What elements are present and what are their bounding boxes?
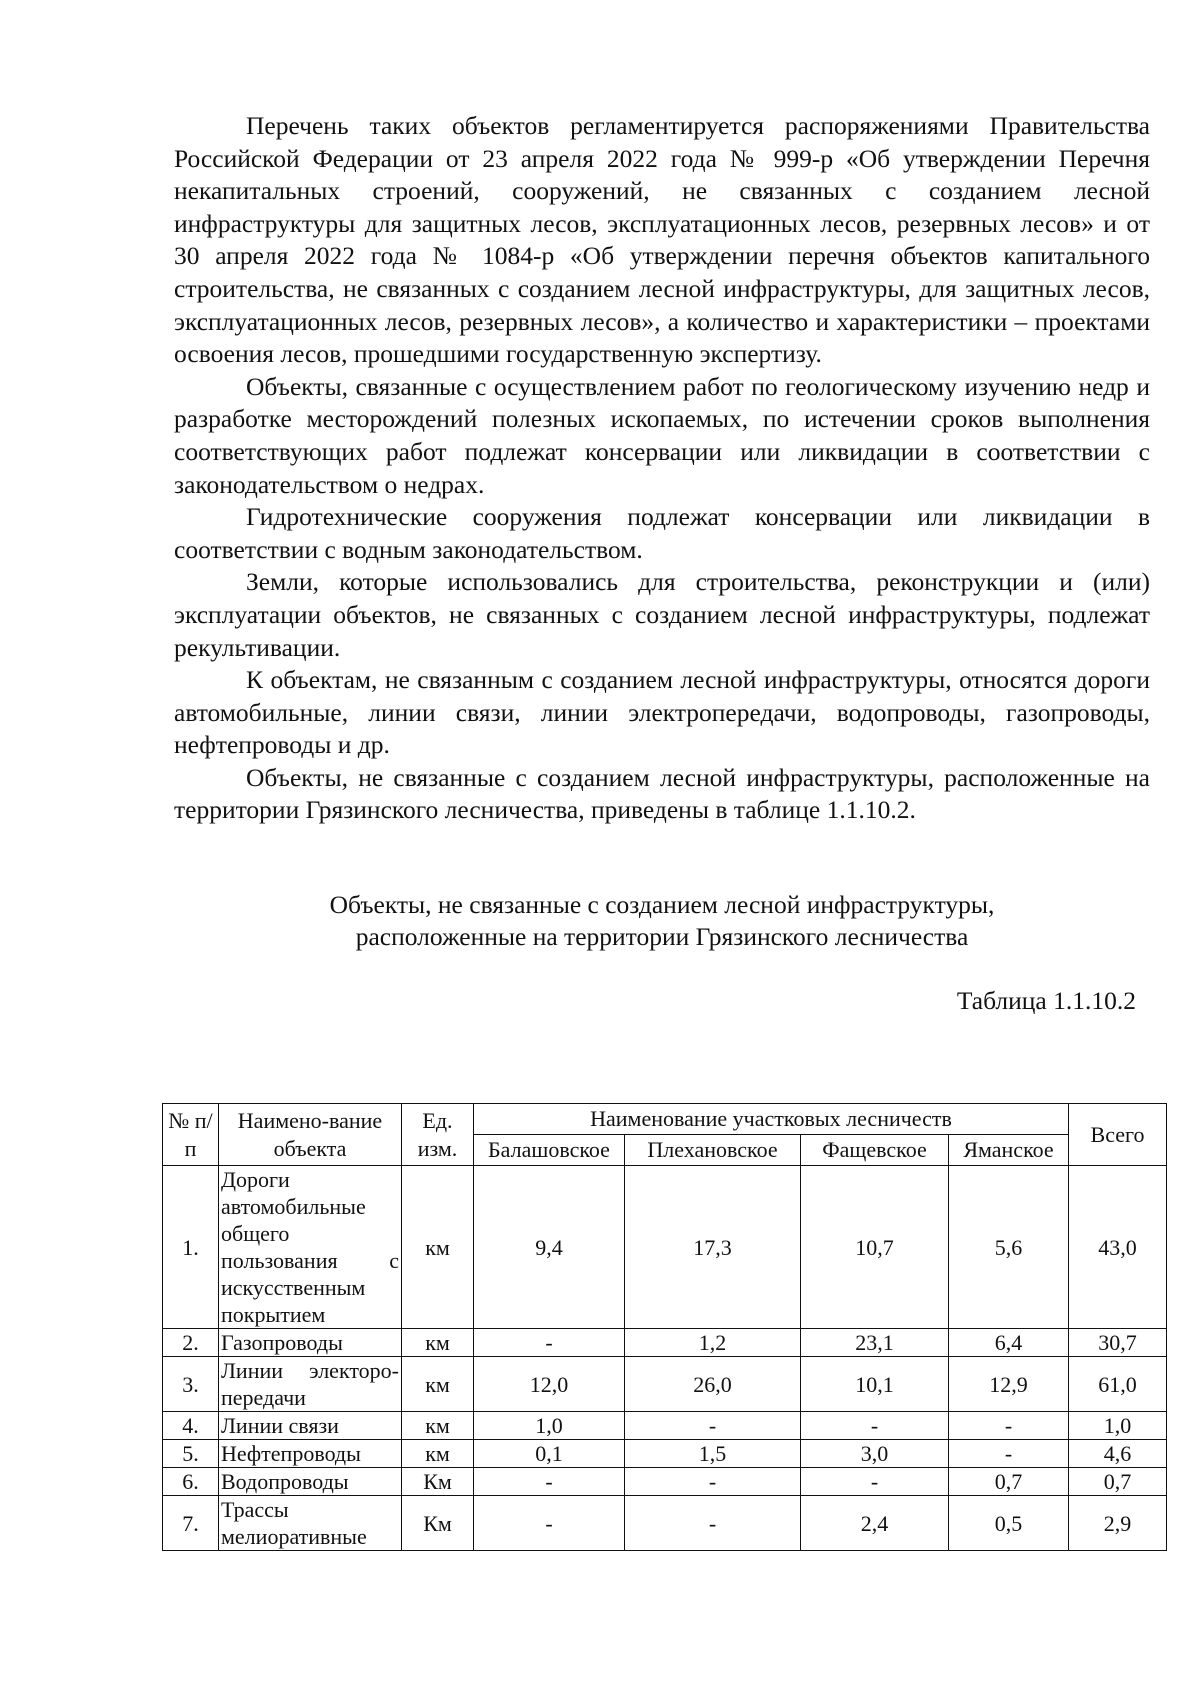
row-value: 6,4 — [949, 1329, 1069, 1357]
table-title-line-1: Объекты, не связанные с созданием лесной инфраструктуры, — [329, 890, 995, 920]
row-value: 1,5 — [625, 1440, 801, 1468]
row-num: 4. — [163, 1412, 219, 1440]
row-value: 0,1 — [474, 1440, 625, 1468]
row-unit: км — [402, 1166, 474, 1329]
header-unit: Ед. изм. — [402, 1104, 474, 1166]
paragraph-3: Гидротехнические сооружения подлежат консервации или ликвидации в соответствии с водным законодательством. — [174, 502, 1150, 564]
table-row — [163, 1166, 1167, 1329]
row-name: Нефтепроводы — [219, 1440, 402, 1468]
row-name: Трассы мелиоративные — [219, 1496, 402, 1551]
row-name: Линии электоро-передачи — [219, 1357, 402, 1412]
table-row — [163, 1329, 1167, 1357]
row-name: Водопроводы — [219, 1468, 402, 1496]
row-num: 7. — [163, 1496, 219, 1551]
paragraph-2: Объекты, связанные с осуществлением работ по геологическому изучению недр и разработке месторождений полезных ископаемых, по истечении сроков выполнения соответствующих работ подлежат консервации или ликвидации в соответствии с законодательством о недрах. — [174, 371, 1150, 499]
row-value: 2,4 — [801, 1496, 949, 1551]
row-value: 0,5 — [949, 1496, 1069, 1551]
row-value: 1,2 — [625, 1329, 801, 1357]
row-value: 0,7 — [949, 1468, 1069, 1496]
row-value: 3,0 — [801, 1440, 949, 1468]
table-row — [163, 1357, 1167, 1412]
document-page — [174, 110, 1150, 1018]
row-total: 61,0 — [1069, 1357, 1167, 1412]
header-district-balashovskoe: Балашовское — [474, 1135, 625, 1166]
row-value: - — [949, 1440, 1069, 1468]
row-value: - — [474, 1468, 625, 1496]
paragraph-6: Объекты, не связанные с созданием лесной инфраструктуры, расположенные на территории Грязинского лесничества, приведены в таблице 1.1.10.2. — [174, 762, 1150, 825]
table-title-line-2: расположенные на территории Грязинского лесничества — [355, 922, 969, 952]
row-total: 43,0 — [1069, 1166, 1167, 1329]
paragraph-5: К объектам, не связанным с созданием лесной инфраструктуры, относятся дороги автомобильные, линии связи, линии электропередачи, водопроводы, газопроводы, нефтепроводы и др. — [174, 665, 1150, 760]
row-total: 0,7 — [1069, 1468, 1167, 1496]
header-district-yamanskoe: Яманское — [949, 1135, 1069, 1166]
table-row — [163, 1440, 1167, 1468]
header-district-plekhanovskoe: Плехановское — [625, 1135, 801, 1166]
row-total: 2,9 — [1069, 1496, 1167, 1551]
row-value: 1,0 — [474, 1412, 625, 1440]
row-total: 4,6 — [1069, 1440, 1167, 1468]
row-value: 17,3 — [625, 1166, 801, 1329]
row-num: 6. — [163, 1468, 219, 1496]
row-unit: км — [402, 1357, 474, 1412]
row-value: 9,4 — [474, 1166, 625, 1329]
table-row — [163, 1468, 1167, 1496]
header-num: № п/п — [163, 1104, 219, 1166]
row-name: Линии связи — [219, 1412, 402, 1440]
table-title — [174, 889, 1150, 953]
row-unit: км — [402, 1440, 474, 1468]
row-value: - — [474, 1496, 625, 1551]
row-num: 3. — [163, 1357, 219, 1412]
row-name: Газопроводы — [219, 1329, 402, 1357]
row-name: Дороги автомобильные общего пользования с искусственным покрытием — [219, 1166, 402, 1329]
paragraph-1: Перечень таких объектов регламентируется распоряжениями Правительства Российской Федерации от 23 апреля 2022 года № 999-р «Об утверждении Перечня некапитальных строений, сооружений, не связанных с созданием лесной инфраструктуры для защитных лесов, эксплуатационных лесов, резервных лесов» и от 30 апреля 2022 года № 1084-р «Об утверждении перечня объектов капитального строительства, не связанных с созданием лесной инфраструктуры, для защитных лесов, эксплуатационных лесов, резервных лесов», а количество и характеристики – проектами освоения лесов, прошедшими государственную экспертизу. — [174, 111, 1150, 369]
row-value: 12,9 — [949, 1357, 1069, 1412]
row-unit: км — [402, 1412, 474, 1440]
row-unit: Км — [402, 1496, 474, 1551]
row-num: 1. — [163, 1166, 219, 1329]
row-unit: Км — [402, 1468, 474, 1496]
header-name: Наимено-вание объекта — [219, 1104, 402, 1166]
objects-table — [162, 1103, 1167, 1551]
row-value: 10,1 — [801, 1357, 949, 1412]
row-unit: км — [402, 1329, 474, 1357]
row-value: 5,6 — [949, 1166, 1069, 1329]
table-row — [163, 1412, 1167, 1440]
row-num: 5. — [163, 1440, 219, 1468]
table-row — [163, 1496, 1167, 1551]
row-value: - — [949, 1412, 1069, 1440]
row-value: - — [474, 1329, 625, 1357]
row-value: - — [801, 1412, 949, 1440]
row-value: - — [801, 1468, 949, 1496]
row-value: 10,7 — [801, 1166, 949, 1329]
row-value: 26,0 — [625, 1357, 801, 1412]
table-caption: Таблица 1.1.10.2 — [956, 986, 1136, 1016]
row-value: - — [625, 1412, 801, 1440]
paragraph-4: Земли, которые использовались для строительства, реконструкции и (или) эксплуатации объектов, не связанных с созданием лесной инфраструктуры, подлежат рекультивации. — [174, 567, 1150, 662]
row-value: 23,1 — [801, 1329, 949, 1357]
row-total: 30,7 — [1069, 1329, 1167, 1357]
row-num: 2. — [163, 1329, 219, 1357]
row-value: - — [625, 1496, 801, 1551]
row-value: 12,0 — [474, 1357, 625, 1412]
header-total: Всего — [1069, 1104, 1167, 1166]
row-total: 1,0 — [1069, 1412, 1167, 1440]
header-district-fashchevskoe: Фащевское — [801, 1135, 949, 1166]
row-value: - — [625, 1468, 801, 1496]
header-group: Наименование участковых лесничеств — [474, 1104, 1069, 1135]
